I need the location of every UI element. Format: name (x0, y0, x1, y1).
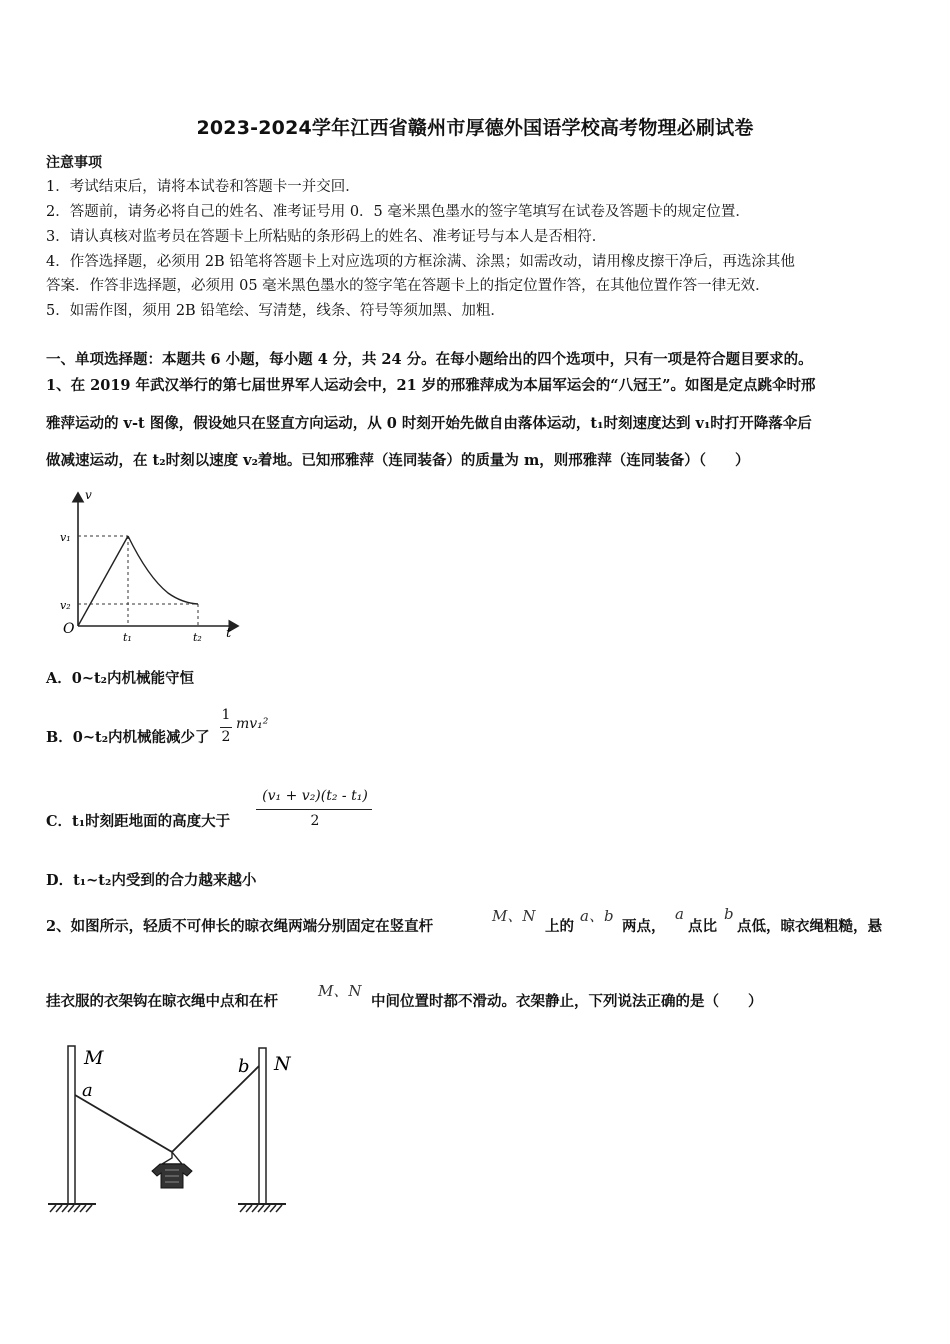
optb-expression: mv₁² (236, 716, 269, 732)
q2-line-1-part4: 点比 (688, 918, 717, 935)
q2-line-2-part1: 挂衣服的衣架钩在晾衣绳中点和在杆 (46, 993, 278, 1010)
q2-mn: M、N (492, 907, 536, 925)
free-fall-line (78, 536, 128, 626)
t1-label: t₁ (123, 631, 132, 644)
optc-fraction-num: (v₁ + v₂)(t₂ - t₁) (262, 788, 368, 804)
ground-right (238, 1204, 286, 1212)
q1-line-1: 1、在 2019 年武汉举行的第七届世界军人运动会中，21 岁的邢雅萍成为本届军运会的“八冠王”。如图是定点跳伞时邢 (46, 377, 816, 394)
hanger-hook (162, 1152, 182, 1164)
clothesline-rope (75, 1066, 259, 1152)
label-m: M (84, 1047, 104, 1069)
v-axis-label: v (85, 488, 92, 502)
deceleration-curve (128, 536, 198, 604)
notice-heading: 注意事项 (46, 155, 102, 171)
v2-label: v₂ (60, 599, 71, 612)
optc-fraction-den: 2 (310, 813, 320, 829)
q2-line-1-part5: 点低，晾衣绳粗糙，悬 (737, 918, 882, 935)
q2-line-1-part2: 上的 (545, 918, 574, 935)
section-heading: 一、单项选择题：本题共 6 小题，每小题 4 分，共 24 分。在每小题给出的四个选项中，只有一项是符合题目要求的。 (46, 351, 813, 368)
label-b: b (238, 1056, 250, 1077)
q2-line-1-part3: 两点， (622, 918, 666, 935)
q1-option-c[interactable]: C．t₁时刻距地面的高度大于 (46, 813, 231, 830)
pole-n (259, 1048, 266, 1204)
origin-label: O (63, 621, 75, 637)
q1-line-3: 做减速运动，在 t₂时刻以速度 v₂着地。已知邢雅萍（连同装备）的质量为 m，则邢雅萍（连同装备）（ ） (46, 452, 750, 469)
clothesline-figure (44, 1040, 304, 1225)
optb-fraction-num: 1 (221, 707, 231, 723)
notice-item-5: 5．如需作图，须用 2B 铅笔绘、写清楚，线条、符号等须加黑、加粗． (46, 303, 505, 319)
t-axis-label: t (226, 626, 232, 641)
v1-label: v₁ (60, 531, 71, 544)
q2-line-1-part1: 2、如图所示，轻质不可伸长的晾衣绳两端分别固定在竖直杆 (46, 918, 434, 935)
pole-m (68, 1046, 75, 1204)
q2-ab: a、b (580, 907, 614, 925)
optc-fraction-bar (256, 809, 372, 810)
notice-item-3: 3．请认真核对监考员在答题卡上所粘贴的条形码上的姓名、准考证号与本人是否相符． (46, 229, 607, 245)
q2-line-2-part2: 中间位置时都不滑动。衣架静止，下列说法正确的是（ ） (371, 993, 763, 1010)
label-n: N (274, 1053, 291, 1075)
q2-b: b (724, 905, 734, 923)
q1-option-b[interactable]: B．0~t₂内机械能减少了 (46, 729, 210, 746)
q2-mn-2: M、N (318, 982, 362, 1000)
q1-option-d[interactable]: D．t₁~t₂内受到的合力越来越小 (46, 872, 257, 889)
optb-fraction-den: 2 (221, 729, 231, 745)
notice-item-2: 2．答题前，请务必将自己的姓名、准考证号用 0．5 毫米黑色墨水的签字笔填写在试卷及答题卡的规定位置． (46, 204, 750, 220)
label-a: a (82, 1080, 93, 1101)
page-title: 2023-2024学年江西省赣州市厚德外国语学校高考物理必刷试卷 (196, 117, 754, 139)
vt-graph (50, 485, 250, 645)
q1-option-a[interactable]: A．0~t₂内机械能守恒 (46, 670, 195, 687)
ground-left (48, 1204, 96, 1212)
notice-item-4-cont: 答案．作答非选择题，必须用 05 毫米黑色墨水的签字笔在答题卡上的指定位置作答，在其他位置作答一律无效． (46, 278, 770, 294)
q2-a: a (675, 905, 684, 923)
optb-fraction-bar (220, 727, 232, 728)
notice-item-1: 1．考试结束后，请将本试卷和答题卡一并交回． (46, 179, 360, 195)
t2-label: t₂ (193, 631, 202, 644)
notice-item-4: 4．作答选择题，必须用 2B 铅笔将答题卡上对应选项的方框涂满、涂黑；如需改动，请用橡皮擦干净后，再选涂其他 (46, 254, 795, 270)
q1-line-2: 雅萍运动的 v-t 图像，假设她只在竖直方向运动，从 0 时刻开始先做自由落体运动，t₁时刻速度达到 v₁时打开降落伞后 (46, 415, 812, 432)
